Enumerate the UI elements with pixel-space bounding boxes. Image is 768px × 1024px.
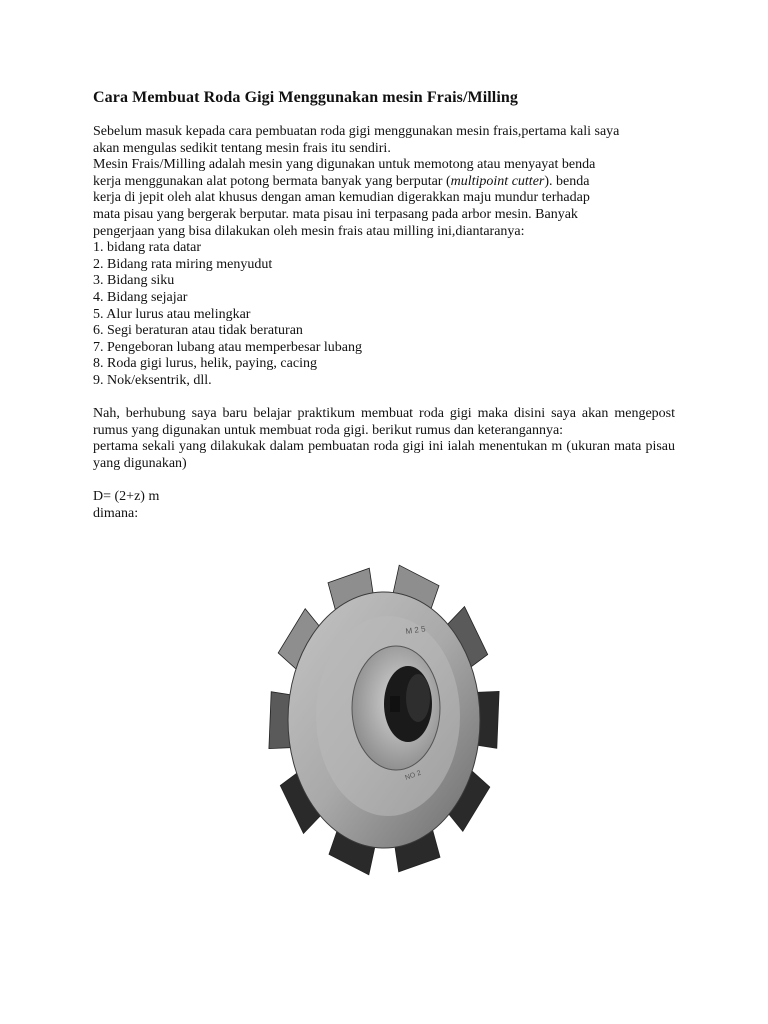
list-item: 1. bidang rata datar <box>93 240 202 256</box>
definition-line-2-start: kerja menggunakan alat potong bermata banyak yang berputar ( <box>93 173 451 189</box>
cutter-marking: M 2 5 <box>405 624 427 636</box>
definition-line-1: Mesin Frais/Milling adalah mesin yang digunakan untuk memotong atau menyayat benda <box>93 157 596 173</box>
definition-line-3: kerja di jepit oleh alat khusus dengan aman kemudian digerakkan maju mundur terhadap <box>93 190 590 206</box>
milling-operations-list <box>93 240 675 389</box>
document-body <box>93 124 675 522</box>
definition-line-5: pengerjaan yang bisa dilakukan oleh mesin frais atau milling ini,diantaranya: <box>93 223 525 239</box>
multipoint-cutter-term: multipoint cutter <box>450 173 545 189</box>
definition-line-2 <box>93 174 675 191</box>
list-item: 4. Bidang sejajar <box>93 289 188 305</box>
cutter-bore-highlight <box>406 674 430 722</box>
paragraph-gap <box>93 390 675 407</box>
where-label: dimana: <box>93 505 139 521</box>
cutter-keyway <box>390 696 400 712</box>
list-item: 7. Pengeboran lubang atau memperbesar lubang <box>93 339 363 355</box>
definition-line-2-end: ). benda <box>544 173 590 189</box>
gear-diameter-formula: D= (2+z) m <box>93 489 160 505</box>
list-item: 6. Segi beraturan atau tidak beraturan <box>93 323 303 339</box>
intro-line-1: Sebelum masuk kepada cara pembuatan roda gigi menggunakan mesin frais,pertama kali saya <box>93 124 620 139</box>
cutter-marking: NO 2 <box>404 769 423 782</box>
list-item: 8. Roda gigi lurus, helik, paying, cacing <box>93 356 317 372</box>
gear-cutter-image <box>256 548 508 888</box>
list-item: 9. Nok/eksentrik, dll. <box>93 372 212 388</box>
list-item: 3. Bidang siku <box>93 273 175 289</box>
list-item: 2. Bidang rata miring menyudut <box>93 256 273 272</box>
paragraph-gap <box>93 472 675 489</box>
paragraph-formula-intro: Nah, berhubung saya baru belajar praktikum membuat roda gigi maka disini saya akan mengepost rumus yang digunakan untuk membuat roda gigi. berikut rumus dan keterangannya: <box>93 406 675 438</box>
gear-cutter-icon <box>256 548 508 888</box>
definition-line-4: mata pisau yang bergerak berputar. mata pisau ini terpasang pada arbor mesin. Banyak <box>93 206 578 222</box>
list-item: 5. Alur lurus atau melingkar <box>93 306 251 322</box>
paragraph-determine-m: pertama sekali yang dilakukak dalam pembuatan roda gigi ini ialah menentukan m (ukuran mata pisau yang digunakan) <box>93 439 675 471</box>
document-title: Cara Membuat Roda Gigi Menggunakan mesin Frais/Milling <box>93 89 518 106</box>
intro-line-2: akan mengulas sedikit tentang mesin frais itu sendiri. <box>93 140 391 156</box>
